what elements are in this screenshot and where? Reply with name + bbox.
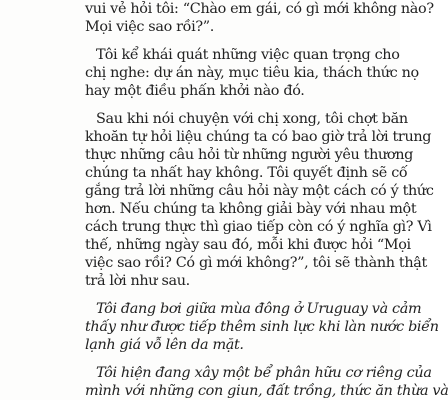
text-line: cách trung thực thì giao tiếp còn có ý nghĩa gì? Vì xyxy=(85,219,432,235)
text-line: thế, những ngày sau đó, mỗi khi được hỏi “Mọi xyxy=(85,237,411,253)
text-line: Tôi kể khái quát những việc quan trọng cho xyxy=(96,47,400,63)
text-line: hơn. Nếu chúng ta không giải bày với nhau một xyxy=(85,201,417,217)
text-line: trả lời như sau. xyxy=(85,273,190,289)
text-line: việc sao rồi? Có gì mới không?”, tôi sẽ thành thật xyxy=(85,255,427,271)
text-line: vui vẻ hỏi tôi: “Chào em gái, có gì mới không nào? xyxy=(85,1,434,17)
italic-text-line: mình với những con giun, đất trồng, thức ăn thừa và xyxy=(85,383,448,399)
text-line: hay một điều phấn khởi nào đó. xyxy=(85,83,305,99)
text-line: chị nghe: dự án này, mục tiêu kia, thách thức nọ xyxy=(85,65,419,81)
italic-text-line: lạnh giá vỗ lên da mặt. xyxy=(85,337,244,353)
text-line: khoăn tự hỏi liệu chúng ta có bao giờ trả lời trung xyxy=(85,129,432,145)
text-line: chúng ta nhất hay không. Tôi quyết định sẽ cố xyxy=(85,165,408,181)
text-line: gắng trả lời những câu hỏi này một cách có ý thức xyxy=(85,183,434,199)
italic-text-line: Tôi hiện đang xây một bể phân hữu cơ riêng của xyxy=(96,365,432,381)
italic-text-line: thấy như được tiếp thêm sinh lực khi làn nước biển xyxy=(85,319,439,335)
text-line: Mọi việc sao rồi?”. xyxy=(85,19,214,35)
text-line: thực những câu hỏi từ những người yêu thương xyxy=(85,147,414,163)
italic-text-line: Tôi đang bơi giữa mùa đông ở Uruguay và cảm xyxy=(96,301,422,317)
text-line: Sau khi nói chuyện với chị xong, tôi chợt băn xyxy=(96,111,408,127)
